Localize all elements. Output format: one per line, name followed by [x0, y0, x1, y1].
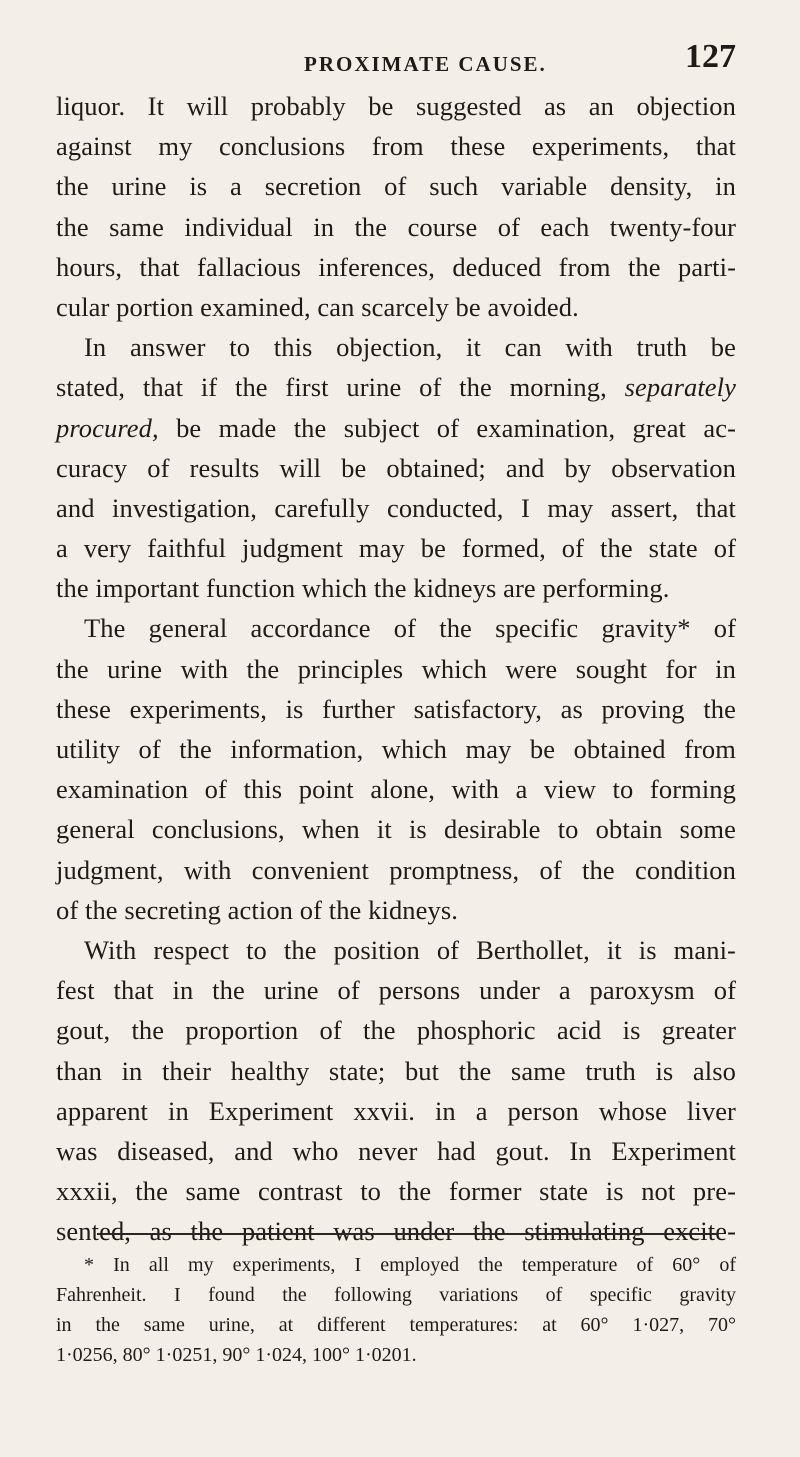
text-line: examination of this point alone, with a view to forming — [56, 774, 736, 805]
running-title: PROXIMATE CAUSE. — [304, 52, 547, 76]
text-line: general conclusions, when it is desirable to obtain some — [56, 814, 736, 845]
text-line: cular portion examined, can scarcely be avoided. — [56, 291, 579, 322]
text-line: sented, as the patient was under the stimulating excite- — [56, 1216, 736, 1247]
text-line: against my conclusions from these experiments, that — [56, 131, 736, 162]
text-line: gout, the proportion of the phosphoric acid is greater — [56, 1015, 736, 1046]
text-line: and investigation, carefully conducted, I may assert, that — [56, 492, 736, 523]
footnote-line: in the same urine, at different temperatures: at 60° 1·027, 70° — [56, 1314, 736, 1336]
text-line: curacy of results will be obtained; and by observation — [56, 452, 736, 483]
text-line — [56, 367, 736, 407]
text-fragment: be made the subject of examination, great ac- — [176, 412, 736, 443]
text-fragment: stated, that if the first urine of the morning, — [56, 372, 607, 403]
text-line: fest that in the urine of persons under a paroxysm of — [56, 975, 736, 1006]
text-line: these experiments, is further satisfactory, as proving the — [56, 693, 736, 724]
text-line: The general accordance of the specific gravity* of — [84, 613, 736, 644]
body-text — [56, 86, 736, 1251]
text-line: In answer to this objection, it can with truth be — [84, 332, 736, 363]
footnote — [56, 1250, 736, 1370]
text-line: judgment, with convenient promptness, of the condition — [56, 854, 736, 885]
text-line: of the secreting action of the kidneys. — [56, 894, 459, 925]
footnote-line: Fahrenheit. I found the following variations of specific gravity — [56, 1284, 736, 1306]
text-line: the important function which the kidneys are performing. — [56, 573, 670, 604]
text-line: liquor. It will probably be suggested as an objection — [56, 91, 736, 121]
text-line: xxxii, the same contrast to the former state is not pre- — [56, 1176, 736, 1207]
running-head — [56, 38, 736, 78]
text-line: apparent in Experiment xxvii. in a person whose liver — [56, 1095, 736, 1126]
page-number: 127 — [685, 38, 736, 75]
text-line: the same individual in the course of each twenty-four — [56, 211, 736, 242]
text-line: the urine with the principles which were sought for in — [56, 653, 736, 684]
footnote-line: * In all my experiments, I employed the temperature of 60° of — [84, 1254, 736, 1276]
italic-emphasis: procured, — [56, 412, 159, 443]
text-line: the urine is a secretion of such variable density, in — [56, 171, 736, 202]
footnote-divider — [97, 1233, 719, 1235]
footnote-line: 1·0256, 80° 1·0251, 90° 1·024, 100° 1·0201. — [56, 1344, 417, 1366]
text-line — [56, 408, 736, 448]
text-line: a very faithful judgment may be formed, of the state of — [56, 533, 736, 564]
italic-emphasis: separately — [624, 372, 736, 403]
text-line: With respect to the position of Berthollet, it is mani- — [84, 934, 736, 965]
text-line: than in their healthy state; but the same truth is also — [56, 1055, 736, 1086]
text-line: hours, that fallacious inferences, deduced from the parti- — [56, 251, 736, 282]
text-line: was diseased, and who never had gout. In Experiment — [56, 1135, 736, 1166]
text-line: utility of the information, which may be obtained from — [56, 734, 736, 764]
